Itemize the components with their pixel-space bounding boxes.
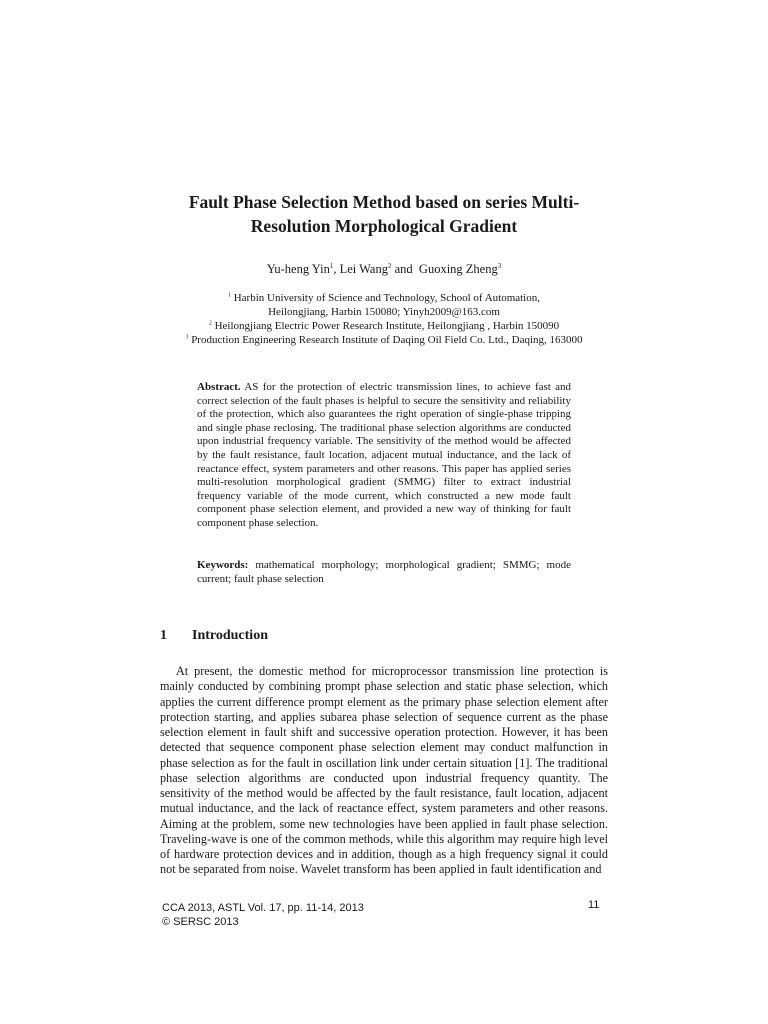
citation-text: CCA 2013, ASTL Vol. 17, pp. 11-14, 2013: [162, 902, 364, 914]
abstract-text: AS for the protection of electric transmission lines, to achieve fast and correct selection of the fault phases is helpful to secure the sensitivity and reliability of the protection, which also guarantees the right operation of single-phase tripping and single phase reclosing. The traditional phase selection algorithms are conducted upon industrial frequency variable. The sensitivity of the method would be affected by the fault resistance, fault location, adjacent mutual inductance, and the lack of reactance effect, system parameters and other reasons. This paper has applied series multi-resolution morphological gradient (SMMG) filter to extract industrial frequency variable of the mode current, which constructed a new mode fault component phase selection element, and provided a new way of thinking for fault component phase selection.: [197, 381, 571, 529]
author-1-affil-mark: 1: [329, 261, 334, 270]
title-line-2: Resolution Morphological Gradient: [250, 216, 518, 236]
keywords-label: Keywords:: [197, 559, 249, 571]
affiliations: [100, 291, 668, 347]
affiliation-1-line-2: Heilongjiang, Harbin 150080; Yinyh2009@163.com: [268, 306, 500, 318]
section-title: Introduction: [192, 628, 268, 643]
introduction-paragraph: At present, the domestic method for microprocessor transmission line protection is mainly conducted by combining prompt phase selection and static phase selection, which applies the current difference prompt element as the primary phase selection element after protection starting, and applies subarea phase selection of sequence current as the phase selection element in fault shift and successive operation protection. However, it has been detected that sequence component phase selection element may conduct malfunction in phase selection as for the fault in oscillation link under certain situation [1]. The traditional phase selection algorithms are conducted upon industrial frequency quantity. The sensitivity of the method would be affected by the fault resistance, fault location, adjacent mutual inductance, and the lack of reactance effect, system parameters and other reasons. Aiming at the problem, some new technologies have been applied in fault phase selection. Traveling-wave is one of the common methods, while this algorithm may require high level of hardware protection devices and in addition, though as a high frequency signal it could not be separated from noise. Wavelet transform has been applied in fault identification and: [160, 664, 608, 877]
author-1: Yu-heng Yin: [266, 262, 330, 276]
keywords: [197, 559, 571, 586]
affiliation-2: [100, 319, 668, 333]
abstract-label: Abstract.: [197, 381, 241, 393]
affiliation-1-line-1: [100, 291, 668, 305]
title-line-1: Fault Phase Selection Method based on series Multi-: [188, 192, 580, 212]
abstract: [197, 381, 571, 531]
affiliation-3-mark: 3: [185, 334, 189, 341]
affiliation-3: [100, 333, 668, 347]
footer-citation: [162, 901, 364, 929]
author-2-affil-mark: 2: [387, 261, 392, 270]
affiliation-2-mark: 2: [208, 320, 212, 327]
author-separator-1: ,: [333, 262, 340, 276]
keywords-text: mathematical morphology; morphological gradient; SMMG; mode current; fault phase selection: [197, 559, 571, 585]
copyright-text: © SERSC 2013: [162, 916, 239, 928]
author-3-affil-mark: 3: [497, 261, 502, 270]
author-list: [100, 262, 668, 277]
section-number: 1: [160, 628, 167, 643]
page-number: 11: [588, 899, 600, 911]
section-heading-introduction: [160, 628, 268, 644]
affiliation-3-text: Production Engineering Research Institute of Daqing Oil Field Co. Ltd., Daqing, 163000: [188, 334, 583, 346]
author-2: Lei Wang: [339, 262, 388, 276]
author-separator-2: and: [391, 262, 419, 276]
affiliation-2-text: Heilongjiang Electric Power Research Institute, Heilongjiang , Harbin 150090: [211, 320, 560, 332]
author-3: Guoxing Zheng: [418, 262, 498, 276]
affiliation-1-mark: 1: [227, 292, 231, 299]
paper-title: [100, 190, 668, 238]
affiliation-1-text: Harbin University of Science and Technology, School of Automation,: [230, 292, 540, 304]
